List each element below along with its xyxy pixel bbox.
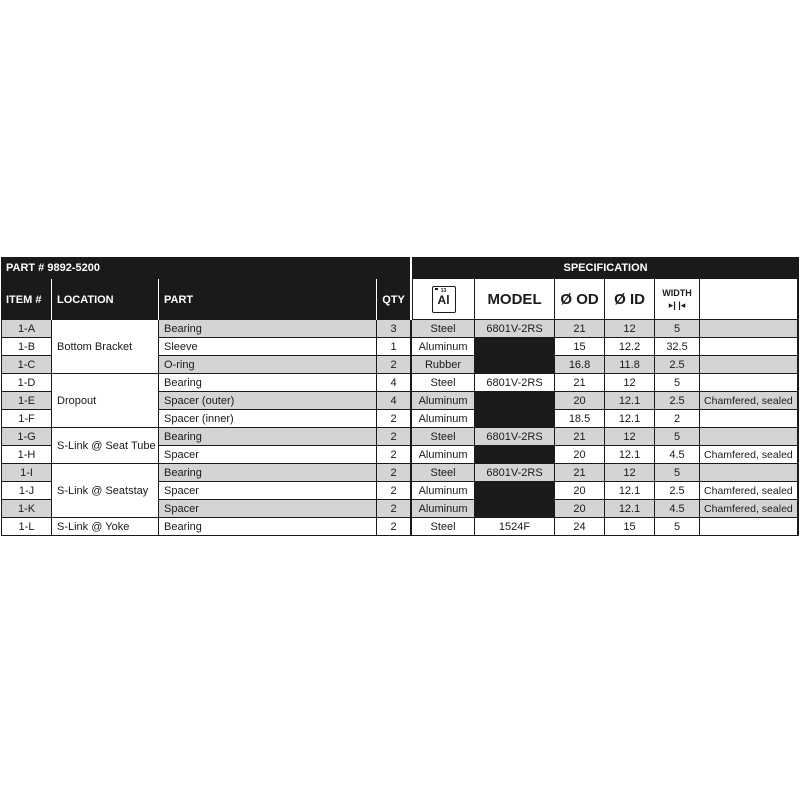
- od-cell: 20: [555, 482, 605, 500]
- part-cell: Spacer (inner): [159, 410, 377, 428]
- note-cell: [700, 410, 799, 428]
- qty-cell: 2: [377, 428, 412, 446]
- id-cell: 12.1: [605, 392, 655, 410]
- qty-cell: 2: [377, 356, 412, 374]
- qty-cell: 4: [377, 392, 412, 410]
- note-cell: [700, 518, 799, 536]
- material-cell: Steel: [412, 464, 475, 482]
- od-cell: 24: [555, 518, 605, 536]
- material-cell: Steel: [412, 518, 475, 536]
- col-qty-header: QTY: [377, 279, 412, 320]
- note-cell: Chamfered, sealed: [700, 482, 799, 500]
- width-cell: 2.5: [655, 356, 700, 374]
- part-cell: Bearing: [159, 518, 377, 536]
- width-cell: 4.5: [655, 446, 700, 464]
- id-cell: 12: [605, 320, 655, 338]
- part-cell: Spacer (outer): [159, 392, 377, 410]
- od-cell: 21: [555, 428, 605, 446]
- qty-cell: 2: [377, 464, 412, 482]
- id-cell: 12.1: [605, 500, 655, 518]
- id-cell: 12.1: [605, 446, 655, 464]
- od-cell: 15: [555, 338, 605, 356]
- width-cell: 2.5: [655, 482, 700, 500]
- note-cell: [700, 428, 799, 446]
- model-cell: 6801V-2RS: [475, 374, 555, 392]
- part-cell: Bearing: [159, 428, 377, 446]
- item-cell: 1-A: [1, 320, 52, 338]
- material-cell: Aluminum: [412, 410, 475, 428]
- part-cell: Sleeve: [159, 338, 377, 356]
- width-arrows-icon: ▸| |◂: [668, 300, 686, 310]
- material-cell: Steel: [412, 320, 475, 338]
- note-cell: Chamfered, sealed: [700, 500, 799, 518]
- material-cell: Steel: [412, 428, 475, 446]
- col-material-header: [412, 279, 475, 320]
- od-cell: 20: [555, 446, 605, 464]
- item-cell: 1-I: [1, 464, 52, 482]
- material-cell: Aluminum: [412, 500, 475, 518]
- note-cell: Chamfered, sealed: [700, 392, 799, 410]
- note-cell: [700, 338, 799, 356]
- item-cell: 1-B: [1, 338, 52, 356]
- location-cell: S-Link @ Seat Tube: [52, 428, 159, 464]
- note-cell: [700, 464, 799, 482]
- item-cell: 1-E: [1, 392, 52, 410]
- od-cell: 18.5: [555, 410, 605, 428]
- col-part-header: PART: [159, 279, 377, 320]
- col-id-header: Ø ID: [605, 279, 655, 320]
- qty-cell: 1: [377, 338, 412, 356]
- item-cell: 1-K: [1, 500, 52, 518]
- col-location-header: LOCATION: [52, 279, 159, 320]
- table-row: [1, 428, 799, 446]
- part-cell: Spacer: [159, 446, 377, 464]
- table-row: [1, 464, 799, 482]
- qty-cell: 2: [377, 446, 412, 464]
- width-cell: 5: [655, 518, 700, 536]
- note-cell: [700, 374, 799, 392]
- qty-cell: 2: [377, 518, 412, 536]
- od-cell: 21: [555, 320, 605, 338]
- part-cell: Bearing: [159, 464, 377, 482]
- width-cell: 2: [655, 410, 700, 428]
- column-header-row: [1, 279, 799, 320]
- model-cell-blank: [475, 446, 555, 464]
- qty-cell: 2: [377, 500, 412, 518]
- title-bar: [1, 257, 799, 279]
- location-cell: Dropout: [52, 374, 159, 428]
- width-label: WIDTH: [662, 288, 692, 298]
- model-cell: 6801V-2RS: [475, 428, 555, 446]
- parts-spec-table: [1, 257, 799, 536]
- width-cell: 5: [655, 464, 700, 482]
- item-cell: 1-F: [1, 410, 52, 428]
- part-cell: Spacer: [159, 482, 377, 500]
- material-cell: Steel: [412, 374, 475, 392]
- material-cell: Aluminum: [412, 446, 475, 464]
- location-cell: Bottom Bracket: [52, 320, 159, 374]
- model-cell-blank: [475, 338, 555, 374]
- item-cell: 1-D: [1, 374, 52, 392]
- item-cell: 1-H: [1, 446, 52, 464]
- item-cell: 1-C: [1, 356, 52, 374]
- table-row: [1, 320, 799, 338]
- model-cell-blank: [475, 482, 555, 518]
- col-model-header: MODEL: [475, 279, 555, 320]
- col-notes-header: [700, 279, 799, 320]
- material-cell: Rubber: [412, 356, 475, 374]
- qty-cell: 2: [377, 482, 412, 500]
- col-item-header: ITEM #: [1, 279, 52, 320]
- item-cell: 1-G: [1, 428, 52, 446]
- note-cell: Chamfered, sealed: [700, 446, 799, 464]
- id-cell: 12.1: [605, 482, 655, 500]
- note-cell: [700, 356, 799, 374]
- od-cell: 21: [555, 374, 605, 392]
- od-cell: 21: [555, 464, 605, 482]
- width-cell: 5: [655, 428, 700, 446]
- qty-cell: 2: [377, 410, 412, 428]
- model-cell: 6801V-2RS: [475, 320, 555, 338]
- table-row: [1, 374, 799, 392]
- od-cell: 20: [555, 500, 605, 518]
- material-aluminum-element-icon: 13 Al: [432, 286, 456, 313]
- part-cell: Bearing: [159, 374, 377, 392]
- id-cell: 12.2: [605, 338, 655, 356]
- qty-cell: 4: [377, 374, 412, 392]
- model-cell: 1524F: [475, 518, 555, 536]
- table-row: [1, 518, 799, 536]
- col-od-header: Ø OD: [555, 279, 605, 320]
- material-cell: Aluminum: [412, 338, 475, 356]
- location-cell: S-Link @ Yoke: [52, 518, 159, 536]
- id-cell: 12: [605, 374, 655, 392]
- id-cell: 12: [605, 464, 655, 482]
- item-cell: 1-J: [1, 482, 52, 500]
- width-cell: 5: [655, 320, 700, 338]
- od-cell: 20: [555, 392, 605, 410]
- part-cell: Spacer: [159, 500, 377, 518]
- model-cell: 6801V-2RS: [475, 464, 555, 482]
- width-cell: 2.5: [655, 392, 700, 410]
- specification-heading: SPECIFICATION: [412, 257, 799, 279]
- part-number-heading: PART # 9892-5200: [1, 257, 412, 279]
- location-cell: S-Link @ Seatstay: [52, 464, 159, 518]
- id-cell: 11.8: [605, 356, 655, 374]
- material-cell: Aluminum: [412, 482, 475, 500]
- material-cell: Aluminum: [412, 392, 475, 410]
- note-cell: [700, 320, 799, 338]
- id-cell: 12.1: [605, 410, 655, 428]
- width-cell: 32.5: [655, 338, 700, 356]
- id-cell: 15: [605, 518, 655, 536]
- part-cell: O-ring: [159, 356, 377, 374]
- model-cell-blank: [475, 392, 555, 428]
- width-cell: 5: [655, 374, 700, 392]
- parts-spec-table-container: [1, 257, 799, 536]
- qty-cell: 3: [377, 320, 412, 338]
- part-cell: Bearing: [159, 320, 377, 338]
- width-cell: 4.5: [655, 500, 700, 518]
- item-cell: 1-L: [1, 518, 52, 536]
- od-cell: 16.8: [555, 356, 605, 374]
- id-cell: 12: [605, 428, 655, 446]
- col-width-header: [655, 279, 700, 320]
